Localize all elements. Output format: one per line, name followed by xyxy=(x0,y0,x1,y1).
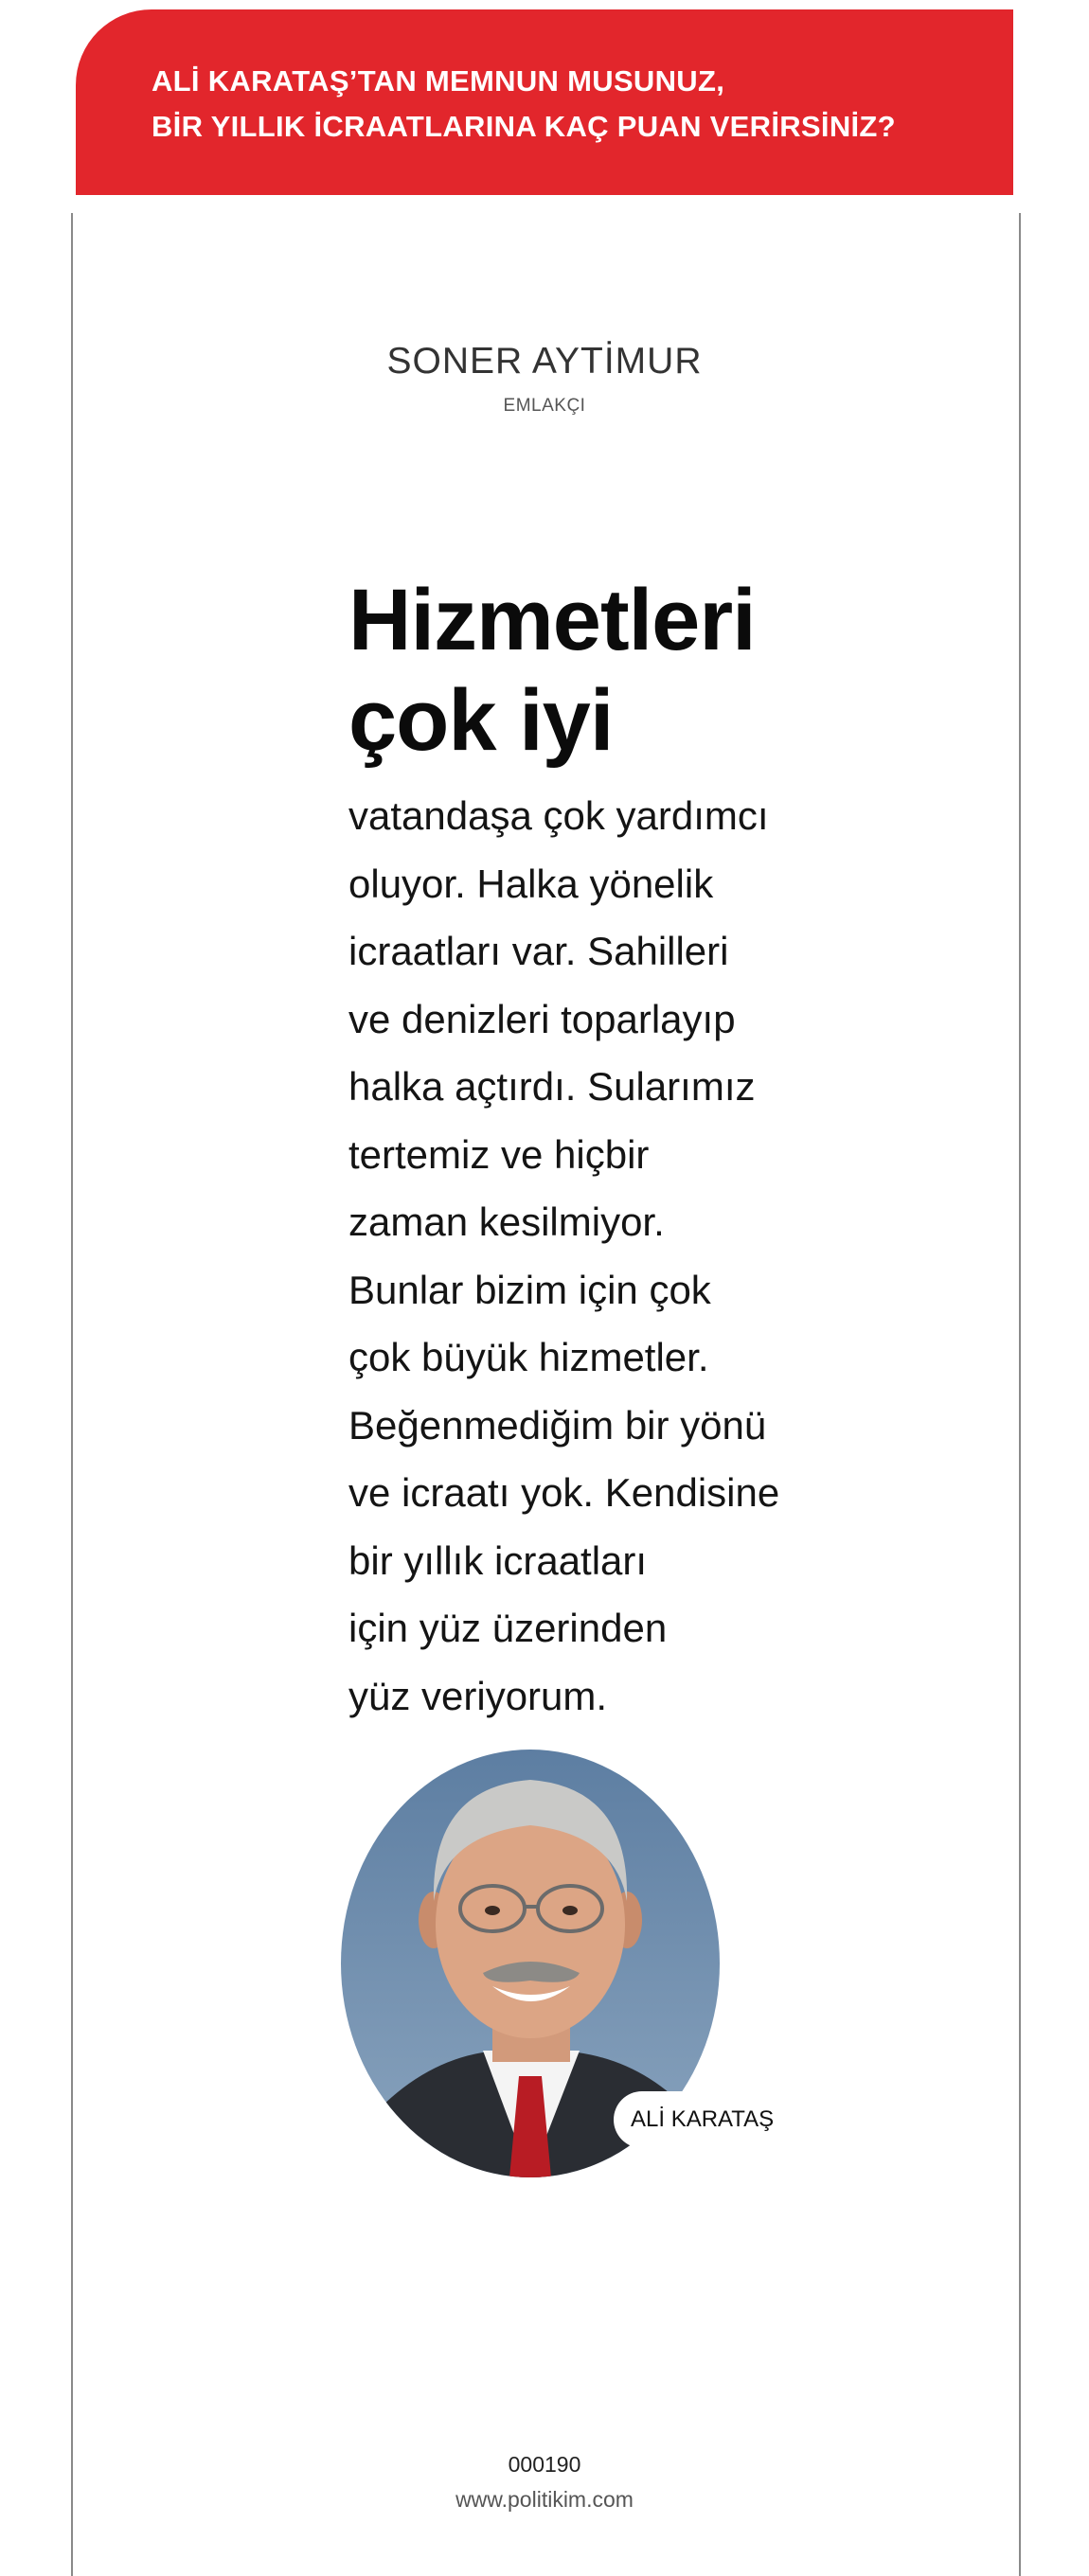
respondent-occupation: EMLAKÇI xyxy=(503,396,586,416)
body-line: vatandaşa çok yardımcı xyxy=(348,793,769,838)
quote-headline xyxy=(348,570,756,771)
banner-question-line-2: BİR YILLIK İCRAATLARINA KAÇ PUAN VERİRSİNİZ? xyxy=(152,110,896,143)
body-line: icraatları var. Sahilleri xyxy=(348,929,729,973)
body-line: için yüz üzerinden xyxy=(348,1606,668,1650)
frame-right-border xyxy=(1019,213,1021,2576)
body-line: halka açtırdı. Sularımız xyxy=(348,1064,756,1109)
headline-line-2: çok iyi xyxy=(348,672,614,769)
banner-question-line-1: ALİ KARATAŞ’TAN MEMNUN MUSUNUZ, xyxy=(152,64,725,98)
body-line: çok büyük hizmetler. xyxy=(348,1335,709,1379)
photo-caption: ALİ KARATAŞ xyxy=(614,2091,791,2148)
ad-code: 000190 xyxy=(508,2452,581,2477)
body-line: ve icraatı yok. Kendisine xyxy=(348,1470,780,1515)
body-line: yüz veriyorum. xyxy=(348,1673,608,1718)
body-line: Beğenmediğim bir yönü xyxy=(348,1402,767,1448)
body-line: Bunlar bizim için çok xyxy=(348,1267,711,1312)
header-banner xyxy=(76,9,1013,195)
headline-line-1: Hizmetleri xyxy=(348,572,756,668)
body-line: zaman kesilmiyor. xyxy=(348,1199,665,1244)
body-line: tertemiz ve hiçbir xyxy=(348,1131,650,1177)
frame-left-border xyxy=(71,213,73,2576)
body-line: bir yıllık icraatları xyxy=(348,1537,648,1583)
respondent-name: SONER AYTİMUR xyxy=(386,341,703,382)
website-link[interactable]: www.politikim.com xyxy=(455,2487,634,2512)
body-line: oluyor. Halka yönelik xyxy=(348,861,714,906)
body-line: ve denizleri toparlayıp xyxy=(348,996,736,1041)
quote-body xyxy=(348,782,779,1730)
